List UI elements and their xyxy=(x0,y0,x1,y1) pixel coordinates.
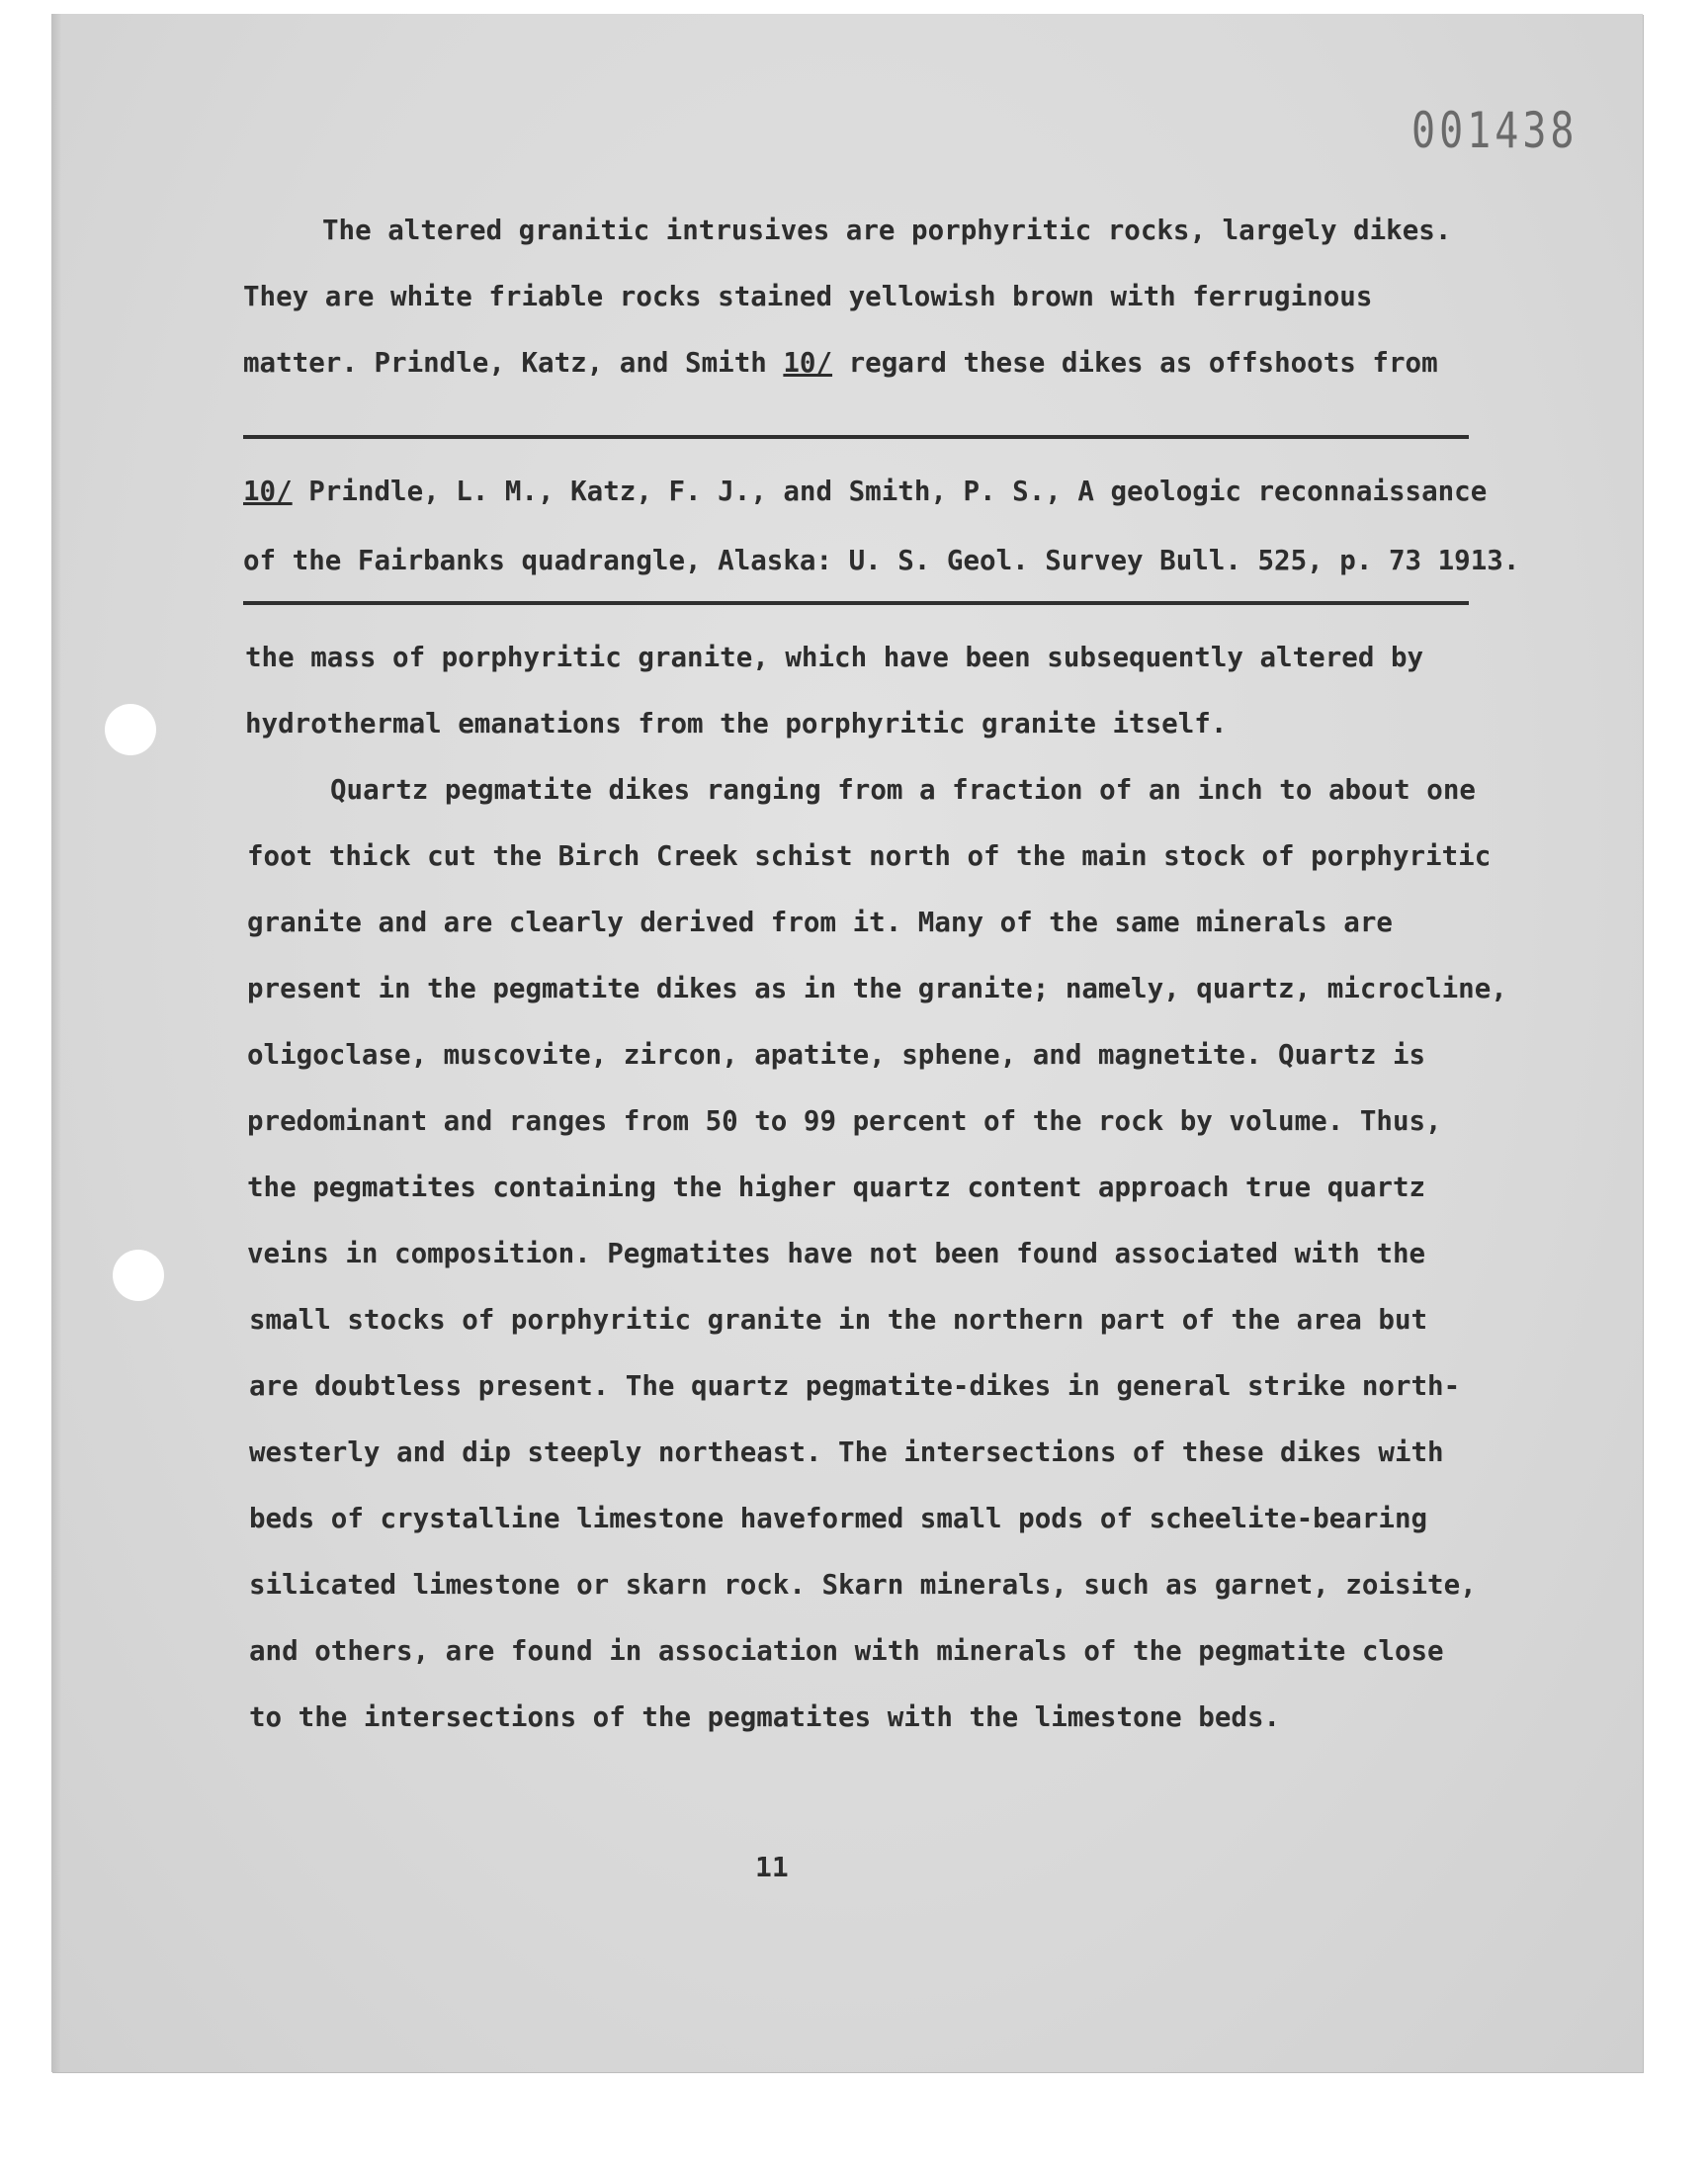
paragraph2-line-10: are doubtless present. The quartz pegmatite-dikes in general strike north- xyxy=(249,1370,1461,1402)
paragraph1-line-3 xyxy=(243,330,1438,396)
paragraph1-line-2: They are white friable rocks stained yellowish brown with ferruginous xyxy=(243,281,1373,312)
document-stamp-number: 001438 xyxy=(1411,103,1579,160)
paragraph2-line-13: silicated limestone or skarn rock. Skarn minerals, such as garnet, zoisite, xyxy=(249,1569,1477,1601)
paragraph1-line-3-tail: regard these dikes as offshoots from xyxy=(832,347,1438,379)
paragraph2-line-4: present in the pegmatite dikes as in the granite; namely, quartz, microcline, xyxy=(247,973,1507,1004)
paragraph2-line-7: the pegmatites containing the higher quartz content approach true quartz xyxy=(247,1172,1426,1203)
paragraph2-line-15: to the intersections of the pegmatites with the limestone beds. xyxy=(249,1701,1281,1733)
footnote-line-1 xyxy=(243,459,1487,525)
paragraph2-line-6: predominant and ranges from 50 to 99 percent of the rock by volume. Thus, xyxy=(247,1105,1442,1137)
paragraph2-line-8: veins in composition. Pegmatites have not been found associated with the xyxy=(247,1238,1426,1269)
footnote-reference-marker: 10/ xyxy=(783,347,833,379)
paragraph1-continued-line-2: hydrothermal emanations from the porphyritic granite itself. xyxy=(245,708,1228,740)
footnote-line-2: of the Fairbanks quadrangle, Alaska: U. S. Geol. Survey Bull. 525, p. 73 1913. xyxy=(243,545,1520,576)
paragraph1-continued-line-1: the mass of porphyritic granite, which have been subsequently altered by xyxy=(245,642,1424,673)
footnote-line-1-tail: Prindle, L. M., Katz, F. J., and Smith, P. S., A geologic reconnaissance xyxy=(292,476,1488,507)
paragraph2-line-2: foot thick cut the Birch Creek schist north of the main stock of porphyritic xyxy=(247,840,1492,872)
paragraph2-line-11: westerly and dip steeply northeast. The intersections of these dikes with xyxy=(249,1436,1444,1468)
page-number: 11 xyxy=(755,1851,789,1883)
paragraph2-line-12: beds of crystalline limestone haveformed small pods of scheelite-bearing xyxy=(249,1503,1428,1534)
footnote-number: 10/ xyxy=(243,476,293,507)
paragraph1-line-1: The altered granitic intrusives are porphyritic rocks, largely dikes. xyxy=(322,215,1452,246)
footnote-rule-top xyxy=(243,435,1469,439)
paragraph1-line-3-head: matter. Prindle, Katz, and Smith xyxy=(243,347,784,379)
paragraph2-line-9: small stocks of porphyritic granite in the northern part of the area but xyxy=(249,1304,1428,1336)
paragraph2-line-3: granite and are clearly derived from it. Many of the same minerals are xyxy=(247,907,1393,938)
paragraph2-line-14: and others, are found in association with minerals of the pegmatite close xyxy=(249,1635,1444,1667)
paragraph2-line-5: oligoclase, muscovite, zircon, apatite, sphene, and magnetite. Quartz is xyxy=(247,1039,1426,1071)
footnote-rule-bottom xyxy=(243,601,1469,605)
paragraph2-line-1: Quartz pegmatite dikes ranging from a fraction of an inch to about one xyxy=(330,774,1476,806)
